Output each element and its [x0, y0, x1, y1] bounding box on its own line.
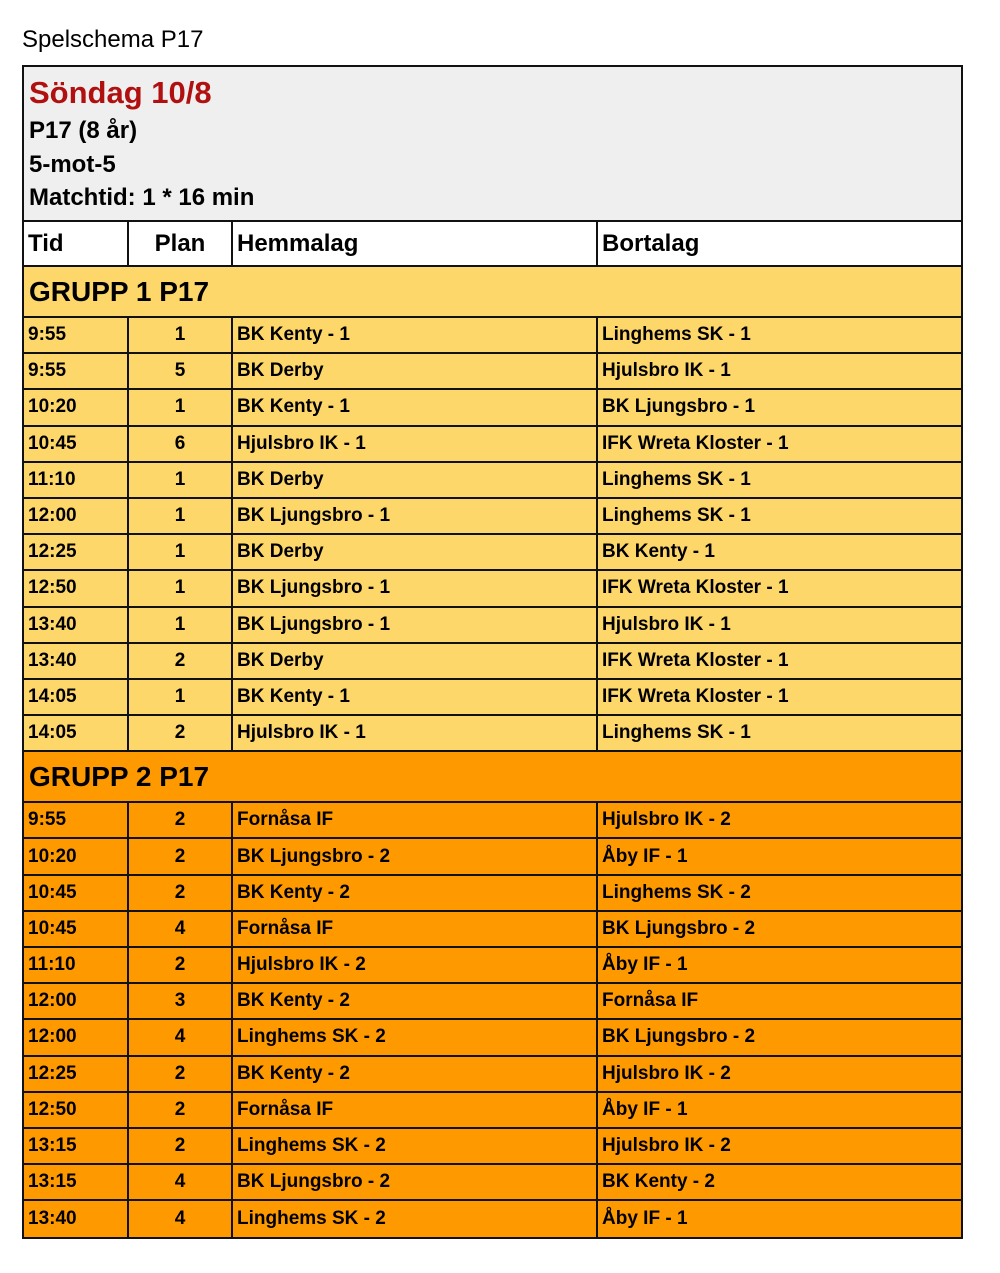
match-row: [24, 1164, 961, 1200]
match-row: [24, 838, 961, 874]
home-team-cell: BK Kenty - 1: [232, 317, 597, 353]
schedule-table: [22, 65, 963, 1239]
away-team-cell: Linghems SK - 1: [597, 715, 961, 751]
home-team-cell: Fornåsa IF: [232, 802, 597, 838]
match-plan-cell: 1: [128, 498, 232, 534]
match-time-cell: 9:55: [24, 802, 128, 838]
match-time-cell: 12:00: [24, 1019, 128, 1055]
match-plan-cell: 4: [128, 1200, 232, 1236]
match-row: [24, 317, 961, 353]
home-team-cell: BK Kenty - 1: [232, 679, 597, 715]
match-plan-cell: 2: [128, 643, 232, 679]
match-table: [24, 222, 961, 1237]
away-team-cell: IFK Wreta Kloster - 1: [597, 643, 961, 679]
home-team-cell: BK Derby: [232, 534, 597, 570]
match-plan-cell: 2: [128, 947, 232, 983]
away-team-cell: Åby IF - 1: [597, 947, 961, 983]
match-time-cell: 10:45: [24, 426, 128, 462]
match-day: Söndag 10/8: [29, 75, 212, 110]
away-team-cell: Hjulsbro IK - 2: [597, 1056, 961, 1092]
match-time-cell: 10:45: [24, 875, 128, 911]
away-team-cell: Linghems SK - 1: [597, 462, 961, 498]
home-team-cell: Linghems SK - 2: [232, 1019, 597, 1055]
match-plan-cell: 2: [128, 875, 232, 911]
match-plan-cell: 2: [128, 1128, 232, 1164]
column-header-home: Hemmalag: [232, 222, 597, 266]
away-team-cell: BK Ljungsbro - 1: [597, 389, 961, 425]
home-team-cell: BK Kenty - 2: [232, 983, 597, 1019]
away-team-cell: IFK Wreta Kloster - 1: [597, 679, 961, 715]
match-row: [24, 911, 961, 947]
match-row: [24, 715, 961, 751]
match-plan-cell: 1: [128, 679, 232, 715]
away-team-cell: IFK Wreta Kloster - 1: [597, 570, 961, 606]
schedule-header: [24, 67, 961, 222]
match-time-cell: 13:15: [24, 1164, 128, 1200]
match-time-cell: 12:50: [24, 1092, 128, 1128]
away-team-cell: BK Kenty - 1: [597, 534, 961, 570]
home-team-cell: Fornåsa IF: [232, 911, 597, 947]
away-team-cell: Hjulsbro IK - 1: [597, 607, 961, 643]
match-plan-cell: 2: [128, 1056, 232, 1092]
column-header-away: Bortalag: [597, 222, 961, 266]
match-plan-cell: 4: [128, 1019, 232, 1055]
game-format: 5-mot-5: [29, 150, 116, 178]
match-row: [24, 353, 961, 389]
match-time-cell: 12:00: [24, 983, 128, 1019]
match-plan-cell: 1: [128, 389, 232, 425]
match-row: [24, 1056, 961, 1092]
document-title: Spelschema P17: [22, 26, 204, 53]
match-time-cell: 14:05: [24, 715, 128, 751]
away-team-cell: Åby IF - 1: [597, 838, 961, 874]
match-time-cell: 10:20: [24, 389, 128, 425]
match-row: [24, 426, 961, 462]
away-team-cell: IFK Wreta Kloster - 1: [597, 426, 961, 462]
home-team-cell: Hjulsbro IK - 1: [232, 426, 597, 462]
away-team-cell: Hjulsbro IK - 1: [597, 353, 961, 389]
column-header-tid: Tid: [24, 222, 128, 266]
match-row: [24, 389, 961, 425]
match-plan-cell: 2: [128, 802, 232, 838]
match-row: [24, 947, 961, 983]
match-row: [24, 1128, 961, 1164]
home-team-cell: BK Derby: [232, 643, 597, 679]
match-time-cell: 14:05: [24, 679, 128, 715]
match-row: [24, 570, 961, 606]
home-team-cell: Fornåsa IF: [232, 1092, 597, 1128]
match-plan-cell: 1: [128, 570, 232, 606]
match-plan-cell: 6: [128, 426, 232, 462]
match-row: [24, 679, 961, 715]
match-plan-cell: 5: [128, 353, 232, 389]
match-plan-cell: 3: [128, 983, 232, 1019]
match-row: [24, 1092, 961, 1128]
group-title: GRUPP 1 P17: [24, 266, 961, 317]
match-plan-cell: 1: [128, 462, 232, 498]
match-time-cell: 10:20: [24, 838, 128, 874]
match-row: [24, 462, 961, 498]
match-row: [24, 643, 961, 679]
away-team-cell: Åby IF - 1: [597, 1200, 961, 1236]
match-time-cell: 13:15: [24, 1128, 128, 1164]
away-team-cell: Linghems SK - 1: [597, 498, 961, 534]
home-team-cell: BK Kenty - 2: [232, 1056, 597, 1092]
column-header-plan: Plan: [128, 222, 232, 266]
away-team-cell: BK Kenty - 2: [597, 1164, 961, 1200]
match-row: [24, 534, 961, 570]
away-team-cell: BK Ljungsbro - 2: [597, 1019, 961, 1055]
home-team-cell: BK Derby: [232, 353, 597, 389]
home-team-cell: BK Kenty - 1: [232, 389, 597, 425]
away-team-cell: Hjulsbro IK - 2: [597, 802, 961, 838]
home-team-cell: Linghems SK - 2: [232, 1128, 597, 1164]
home-team-cell: BK Ljungsbro - 2: [232, 1164, 597, 1200]
home-team-cell: Hjulsbro IK - 1: [232, 715, 597, 751]
match-time-cell: 12:50: [24, 570, 128, 606]
match-plan-cell: 2: [128, 715, 232, 751]
match-row: [24, 498, 961, 534]
match-plan-cell: 1: [128, 317, 232, 353]
match-time-cell: 13:40: [24, 607, 128, 643]
match-time-cell: 9:55: [24, 317, 128, 353]
match-row: [24, 983, 961, 1019]
match-time-cell: 10:45: [24, 911, 128, 947]
match-row: [24, 1200, 961, 1236]
match-plan-cell: 2: [128, 1092, 232, 1128]
column-header-row: [24, 222, 961, 266]
home-team-cell: BK Ljungsbro - 1: [232, 570, 597, 606]
match-time-cell: 13:40: [24, 1200, 128, 1236]
home-team-cell: BK Kenty - 2: [232, 875, 597, 911]
match-time-cell: 11:10: [24, 462, 128, 498]
away-team-cell: BK Ljungsbro - 2: [597, 911, 961, 947]
group-header-row: [24, 751, 961, 802]
home-team-cell: Hjulsbro IK - 2: [232, 947, 597, 983]
away-team-cell: Hjulsbro IK - 2: [597, 1128, 961, 1164]
match-plan-cell: 1: [128, 534, 232, 570]
match-time-cell: 12:25: [24, 534, 128, 570]
match-plan-cell: 4: [128, 911, 232, 947]
home-team-cell: BK Ljungsbro - 2: [232, 838, 597, 874]
match-body: [24, 266, 961, 1237]
age-class: P17 (8 år): [29, 117, 138, 144]
away-team-cell: Fornåsa IF: [597, 983, 961, 1019]
match-plan-cell: 2: [128, 838, 232, 874]
home-team-cell: BK Derby: [232, 462, 597, 498]
group-header-row: [24, 266, 961, 317]
match-time-cell: 11:10: [24, 947, 128, 983]
match-time-cell: 12:25: [24, 1056, 128, 1092]
match-row: [24, 875, 961, 911]
match-row: [24, 607, 961, 643]
match-plan-cell: 1: [128, 607, 232, 643]
away-team-cell: Åby IF - 1: [597, 1092, 961, 1128]
match-row: [24, 802, 961, 838]
match-row: [24, 1019, 961, 1055]
away-team-cell: Linghems SK - 2: [597, 875, 961, 911]
match-plan-cell: 4: [128, 1164, 232, 1200]
home-team-cell: BK Ljungsbro - 1: [232, 498, 597, 534]
match-time: Matchtid: 1 * 16 min: [29, 184, 255, 211]
group-title: GRUPP 2 P17: [24, 751, 961, 802]
match-time-cell: 12:00: [24, 498, 128, 534]
home-team-cell: BK Ljungsbro - 1: [232, 607, 597, 643]
match-time-cell: 13:40: [24, 643, 128, 679]
away-team-cell: Linghems SK - 1: [597, 317, 961, 353]
match-time-cell: 9:55: [24, 353, 128, 389]
home-team-cell: Linghems SK - 2: [232, 1200, 597, 1236]
